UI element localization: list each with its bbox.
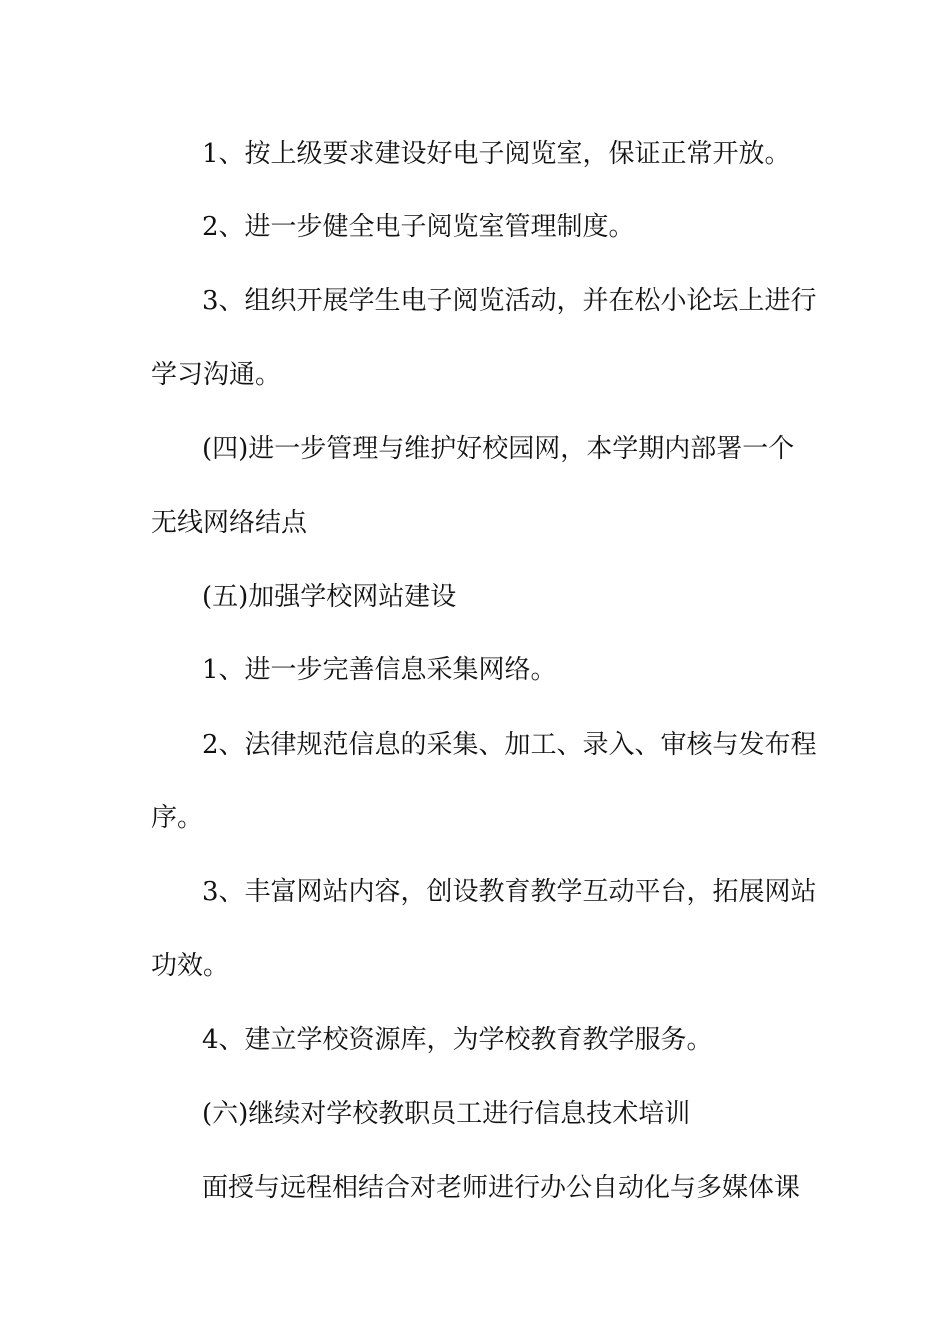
section-heading: (五)加强学校网站建设: [202, 582, 457, 612]
paragraph-line: 学习沟通。: [151, 360, 282, 390]
paragraph-line: 3、组织开展学生电子阅览活动，并在松小论坛上进行: [202, 286, 817, 316]
paragraph-line: 2、法律规范信息的采集、加工、录入、审核与发布程: [202, 730, 817, 760]
paragraph-line: 4、建立学校资源库，为学校教育教学服务。: [202, 1025, 713, 1055]
paragraph-line: 1、按上级要求建设好电子阅览室，保证正常开放。: [202, 139, 791, 169]
section-heading: (六)继续对学校教职员工进行信息技术培训: [202, 1099, 691, 1129]
paragraph-line: 2、进一步健全电子阅览室管理制度。: [202, 212, 635, 242]
paragraph-line: 面授与远程相结合对老师进行办公自动化与多媒体课: [202, 1173, 801, 1203]
paragraph-line: 无线网络结点: [151, 508, 308, 538]
paragraph-line: 1、进一步完善信息采集网络。: [202, 655, 557, 685]
paragraph-line: 功效。: [151, 951, 230, 981]
paragraph-line: (四)进一步管理与维护好校园网，本学期内部署一个: [202, 434, 795, 464]
paragraph-line: 序。: [151, 803, 204, 833]
paragraph-line: 3、丰富网站内容，创设教育教学互动平台，拓展网站: [202, 877, 817, 907]
